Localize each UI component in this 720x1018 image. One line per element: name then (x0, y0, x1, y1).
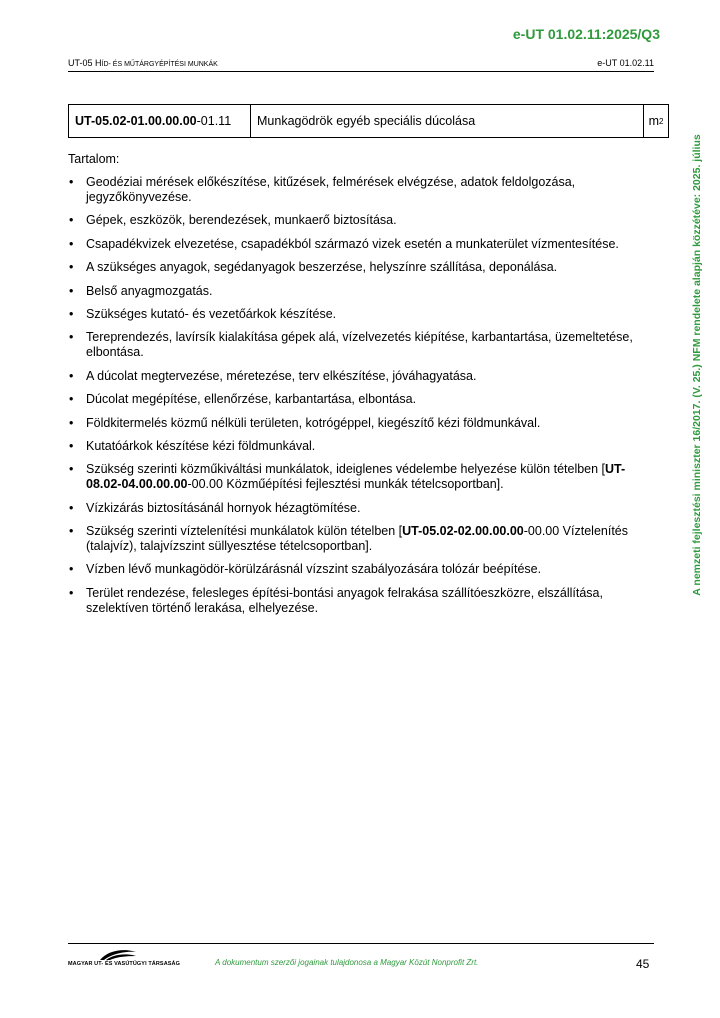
content-bullet-list (68, 175, 654, 616)
list-item-text: Dúcolat megépítése, ellenőrzése, karbantartása, elbontása. (86, 392, 417, 407)
company-logo (68, 948, 180, 972)
list-item (68, 392, 654, 407)
list-item-text: Kutatóárkok készítése kézi földmunkával. (86, 438, 316, 453)
footer-divider (68, 943, 654, 944)
publication-side-note (689, 95, 705, 635)
list-item (68, 439, 654, 454)
list-item (68, 369, 654, 384)
list-item-text: Terület rendezése, felesleges építési-bontási anyagok felrakása szállítóeszközre, elszállítása, szelektíven történő lerakása, elhelyezése. (86, 585, 603, 615)
list-item (68, 307, 654, 322)
list-item-text: A dúcolat megtervezése, méretezése, terv elkészítése, jóváhagyatása. (86, 368, 477, 383)
side-note-text: A nemzeti fejlesztési miniszter 16/2017. (V. 25.) NFM rendelete alapján közzétéve: 2025. július (691, 134, 703, 596)
header-chapter-prefix: UT-05 H (68, 58, 102, 68)
running-header (68, 58, 654, 68)
list-item (68, 501, 654, 516)
list-item (68, 260, 654, 275)
item-table (68, 104, 669, 138)
item-code-main: UT-05.02-01.00.00.00 (75, 114, 197, 128)
item-code-cell (69, 105, 251, 137)
item-description-cell (251, 105, 644, 137)
list-item (68, 416, 654, 431)
list-item-text: Földkitermelés közmű nélküli területen, kotrógéppel, kiegészítő kézi földmunkával. (86, 415, 541, 430)
list-item-text: Gépek, eszközök, berendezések, munkaerő biztosítása. (86, 213, 397, 228)
header-chapter-title (68, 58, 218, 68)
list-item-text: A szükséges anyagok, segédanyagok beszerzése, helyszínre szállítása, deponálása. (86, 260, 558, 275)
list-item-text: Belső anyagmozgatás. (86, 283, 213, 298)
item-code-reference: UT-05.02-02.00.00.00 (402, 524, 524, 539)
list-item-text: Csapadékvizek elvezetése, csapadékból származó vizek esetén a munkaterület vízmentesítése. (86, 236, 619, 251)
list-item-text: Tereprendezés, lavírsík kialakítása gépek alá, vízelvezetés kiépítése, karbantartása, üzemeltetése, elbontása. (86, 330, 633, 360)
list-item-text: Vízben lévő munkagödör-körülzárásnál vízszint szabályozására tolózár beépítése. (86, 562, 542, 577)
list-item-text: Szükséges kutató- és vezetőárkok készítése. (86, 306, 337, 321)
header-divider (68, 71, 654, 72)
item-unit-cell (644, 105, 668, 137)
list-item-text-post: -00.00 Közműépítési fejlesztési munkák tételcsoportban]. (187, 477, 504, 492)
list-item (68, 237, 654, 252)
list-item-text: Geodéziai mérések előkészítése, kitűzések, felmérések elvégzése, adatok feldolgozása, jegyzőkönyvezése. (86, 175, 576, 204)
item-code-reference: UT-08.02-04.00.00.00 (86, 462, 626, 492)
copyright-notice: A dokumentum szerzői jogainak tulajdonosa a Magyar Közút Nonprofit Zrt. (215, 958, 479, 967)
list-item (68, 284, 654, 299)
list-item-text-pre: Szükség szerinti közműkiváltási munkálatok, ideiglenes védelembe helyezése külön tételben [ (86, 462, 606, 477)
content-section (68, 152, 654, 624)
item-code-suffix: -01.11 (196, 114, 232, 128)
logo-text: MAGYAR UT- ÉS VASÚTÜGYI TÁRSASÁG (68, 961, 180, 967)
item-unit-base: m (648, 114, 659, 128)
list-item (68, 586, 654, 616)
list-item (68, 330, 654, 360)
page-number: 45 (636, 957, 650, 971)
content-title: Tartalom: (68, 152, 120, 166)
header-doc-ref: e-UT 01.02.11 (597, 58, 654, 68)
list-item (68, 462, 654, 492)
header-chapter-smallcaps: ÍD- ÉS MŰTÁRGYÉPÍTÉSI MUNKÁK (101, 61, 218, 68)
list-item-text-post: -00.00 Víztelenítés (talajvíz), talajvízszint süllyesztése tételcsoportban]. (86, 524, 628, 554)
document-code: e-UT 01.02.11:2025/Q3 (512, 26, 660, 42)
list-item-text: Vízkizárás biztosításánál hornyok hézagtömítése. (86, 500, 361, 515)
list-item (68, 562, 654, 577)
item-description: Munkagödrök egyéb speciális dúcolása (257, 114, 476, 128)
list-item (68, 213, 654, 228)
logo-swoosh-icon (98, 948, 138, 962)
list-item-text-pre: Szükség szerinti víztelenítési munkálatok külön tételben [ (86, 524, 403, 539)
list-item (68, 175, 654, 205)
item-unit-superscript: 2 (658, 116, 664, 126)
list-item (68, 524, 654, 554)
